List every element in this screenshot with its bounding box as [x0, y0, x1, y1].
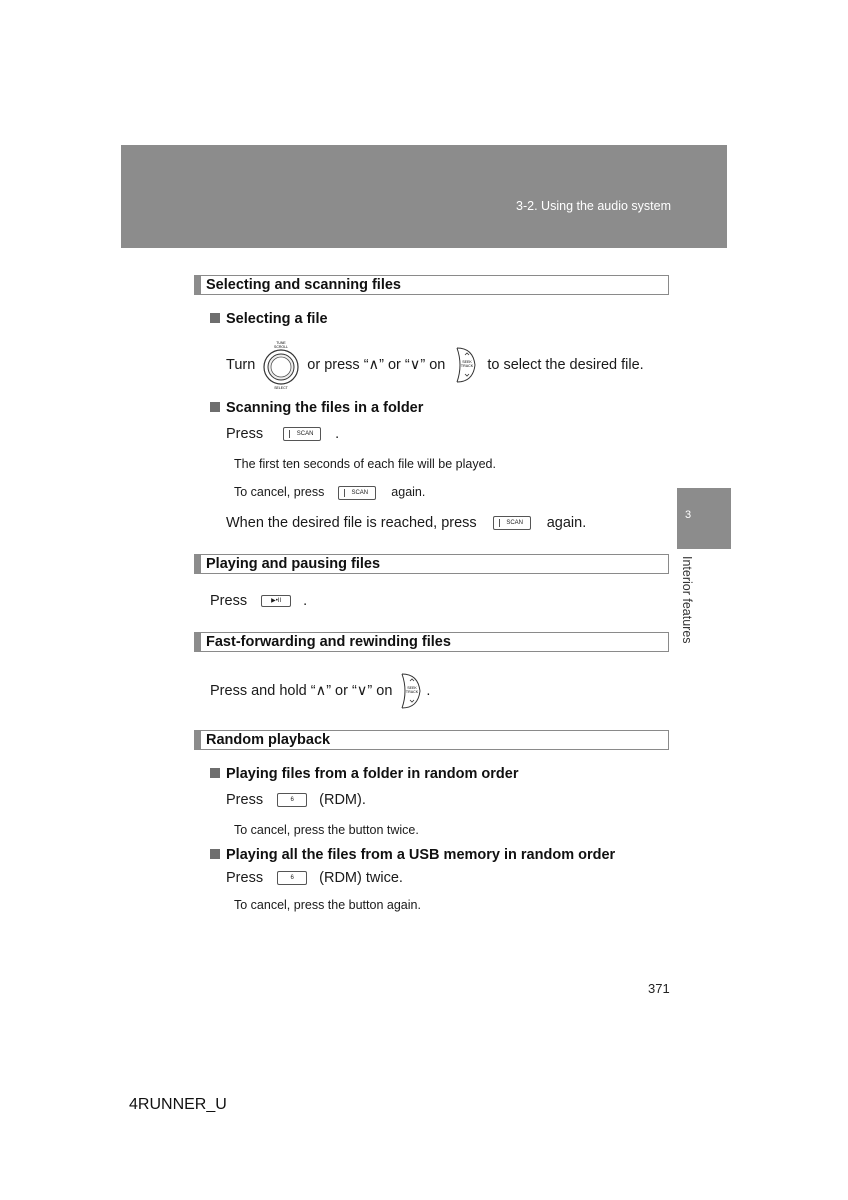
svg-text:TRACK: TRACK [461, 364, 474, 368]
scan-cancel-note: To cancel, press SCAN again. [234, 485, 426, 499]
random-folder-cancel-note: To cancel, press the button twice. [234, 823, 419, 837]
scan-button-icon: SCAN [493, 516, 531, 530]
square-bullet-icon [210, 768, 220, 778]
seek-track-button-icon [453, 346, 479, 384]
page-header-band [121, 145, 727, 248]
seek-track-button-icon [398, 672, 424, 710]
subheading-random-usb: Playing all the files from a USB memory in random order [210, 847, 615, 863]
subheading-scanning-files: Scanning the files in a folder [210, 400, 423, 416]
section-title: Playing and pausing files [206, 556, 381, 572]
square-bullet-icon [210, 849, 220, 859]
page-number: 371 [648, 981, 670, 996]
play-pause-button-icon: ▶•II [261, 595, 291, 607]
random-usb-cancel-note: To cancel, press the button again. [234, 898, 421, 912]
section-title: Fast-forwarding and rewinding files [206, 634, 451, 650]
button-6-icon: 6 [277, 871, 307, 885]
subheading-selecting-file: Selecting a file [210, 311, 328, 327]
selecting-instruction: Turn TUNE SCROLL SELECT or press “∧” or “∨” on SEEK TRACK to select the desired file. [226, 341, 644, 390]
play-pause-instruction: Press ▶•II . [210, 593, 308, 609]
footer-model-code: 4RUNNER_U [129, 1096, 227, 1113]
scan-button-icon: SCAN [283, 427, 321, 441]
random-folder-instruction: Press 6 (RDM). [226, 792, 366, 808]
chapter-number: 3 [685, 509, 692, 521]
scan-press-instruction: Press SCAN . [226, 426, 340, 442]
section-title: Random playback [206, 732, 331, 748]
random-usb-instruction: Press 6 (RDM) twice. [226, 870, 403, 886]
section-heading-random [194, 730, 669, 750]
scan-reached-instruction: When the desired file is reached, press SCAN again. [226, 515, 587, 531]
chapter-tab [677, 488, 731, 549]
chapter-label: Interior features [680, 556, 694, 644]
subheading-random-folder: Playing files from a folder in random order [210, 766, 518, 782]
square-bullet-icon [210, 402, 220, 412]
section-title: Selecting and scanning files [206, 277, 401, 293]
svg-text:TUNE: TUNE [276, 341, 287, 345]
scan-button-icon: SCAN [338, 486, 376, 500]
svg-text:SEEK: SEEK [407, 686, 418, 690]
section-heading-select-scan [194, 275, 669, 295]
svg-text:SELECT: SELECT [274, 386, 289, 390]
tune-scroll-knob-icon [259, 340, 303, 390]
svg-text:TRACK: TRACK [406, 690, 419, 694]
button-6-icon: 6 [277, 793, 307, 807]
section-heading-play-pause [194, 554, 669, 574]
section-header-text: 3-2. Using the audio system [516, 199, 671, 213]
section-heading-ff-rew [194, 632, 669, 652]
scan-note-ten-seconds: The first ten seconds of each file will be played. [234, 457, 496, 471]
svg-text:SEEK: SEEK [462, 360, 473, 364]
square-bullet-icon [210, 313, 220, 323]
ff-rew-instruction: Press and hold “∧” or “∨” on SEEK TRACK . [210, 672, 430, 710]
svg-text:SCROLL: SCROLL [274, 345, 289, 349]
